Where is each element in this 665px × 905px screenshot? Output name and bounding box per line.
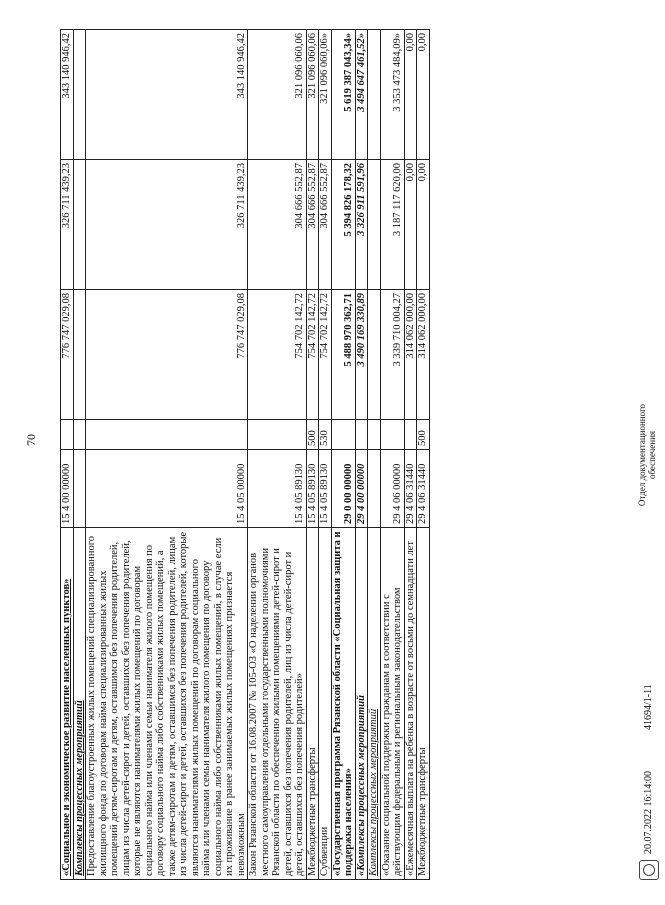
row-value-1: 314 062 000,00 xyxy=(404,290,417,420)
row-code: 15 4 05 89130 xyxy=(319,450,332,528)
table-row xyxy=(380,30,404,880)
row-vr: 530 xyxy=(319,420,332,450)
row-name: Предоставление благоустроенных жилых помещений специализированного жилищного фонда по договорам найма специализированных жилых помещений детям-сиротам и детям, оставшимся без попечения родителей, лицам из числа детей-сирот и детей, оставшихся без попечения родителей, которые не являются нанимателями жилых помещений по договорам социального найма или членами семьи нанимателя жилого помещения по договору социального найма либо собственниками жилых помещений, а также детям-сиротам и детям, оставшимся без попечения родителей, лицам из числа детей-сирот и детей, оставшихся без попечения родителей, которые являются нанимателями жилых помещений по договорам социального найма или членами семьи нанимателя жилого помещения по договору социального найма либо собственниками жилых помещений, в случае если их проживание в ранее занимаемых жилых помещениях признается невозможным xyxy=(86,528,248,880)
row-name: «Государственная программа Рязанской области «Социальная защита и поддержка населения» xyxy=(331,528,355,880)
row-value-1: 754 702 142,72 xyxy=(319,290,332,420)
row-value-2 xyxy=(73,160,86,290)
budget-table xyxy=(60,29,430,880)
row-value-3: 0,00 xyxy=(417,30,430,160)
row-value-2: 3 326 911 591,96 xyxy=(355,160,368,290)
row-code: 29 4 00 00000 xyxy=(355,450,368,528)
row-code xyxy=(73,450,86,528)
table-row xyxy=(319,30,332,880)
row-value-3: 321 096 060,06» xyxy=(319,30,332,160)
row-value-3: 343 140 946,42 xyxy=(86,30,248,160)
row-code: 29 0 00 00000 xyxy=(331,450,355,528)
row-code: 29 4 06 00000 xyxy=(380,450,404,528)
row-value-2: 0,00 xyxy=(404,160,417,290)
row-value-3: 321 096 060,06 xyxy=(306,30,319,160)
row-code: 15 4 05 89130 xyxy=(306,450,319,528)
row-value-3: 5 619 387 043,34» xyxy=(331,30,355,160)
row-code: 29 4 06 31440 xyxy=(417,450,430,528)
row-vr xyxy=(61,420,74,450)
table-row xyxy=(86,30,248,880)
table-row xyxy=(331,30,355,880)
row-name: Закон Рязанской области от 16.08.2007 № 105-ОЗ «О наделении органов местного самоуправления отдельными государственными полномочиями Рязанской области по обеспечению жилыми помещениями детей-сирот и детей, оставшихся без попечения родителей, лиц из числа детей-сирот и детей, оставшихся без попечения родителей» xyxy=(248,528,307,880)
row-value-2: 5 394 826 178,32 xyxy=(331,160,355,290)
row-name: «Комплексы процессных мероприятий xyxy=(355,528,368,880)
row-value-3: 0,00 xyxy=(404,30,417,160)
row-name: Межбюджетные трансферты xyxy=(306,528,319,880)
row-value-2: 326 711 439,23 xyxy=(61,160,74,290)
row-value-3: 3 494 647 461,52» xyxy=(355,30,368,160)
table-row xyxy=(368,30,381,880)
row-code: 29 4 06 31440 xyxy=(404,450,417,528)
row-code xyxy=(368,450,381,528)
row-vr xyxy=(380,420,404,450)
row-value-2: 3 187 117 620,00 xyxy=(380,160,404,290)
footer-timestamp: 20.07.2022 16:14:00 xyxy=(643,770,654,854)
footer-department: Отдел документационного обеспечения xyxy=(637,403,657,507)
row-name: Межбюджетные трансферты xyxy=(417,528,430,880)
row-name: Субвенции xyxy=(319,528,332,880)
table-row xyxy=(306,30,319,880)
row-name: «Оказание социальной поддержки гражданам в соответствии с действующим федеральным и региональным законодательством xyxy=(380,528,404,880)
page-number: 70 xyxy=(24,434,38,446)
row-value-1: 776 747 029,08 xyxy=(86,290,248,420)
row-value-1 xyxy=(73,290,86,420)
row-vr xyxy=(404,420,417,450)
table-row xyxy=(355,30,368,880)
row-value-1: 754 702 142,72 xyxy=(248,290,307,420)
row-vr: 500 xyxy=(306,420,319,450)
row-value-2: 304 666 552,87 xyxy=(248,160,307,290)
row-value-3: 343 140 946,42 xyxy=(61,30,74,160)
row-value-3: 321 096 060,06 xyxy=(248,30,307,160)
row-code: 15 4 05 89130 xyxy=(248,450,307,528)
row-value-2: 0,00 xyxy=(417,160,430,290)
row-value-1: 776 747 029,08 xyxy=(61,290,74,420)
row-value-1: 3 339 710 004,27 xyxy=(380,290,404,420)
row-value-3: 3 353 473 484,09» xyxy=(380,30,404,160)
row-vr xyxy=(368,420,381,450)
budget-table-body xyxy=(61,30,430,880)
row-vr xyxy=(355,420,368,450)
row-value-2: 304 666 552,87 xyxy=(319,160,332,290)
row-vr xyxy=(248,420,307,450)
row-vr xyxy=(73,420,86,450)
table-row xyxy=(404,30,417,880)
row-value-1: 314 062 000,00 xyxy=(417,290,430,420)
table-row xyxy=(73,30,86,880)
row-code: 15 4 00 00000 xyxy=(61,450,74,528)
row-value-1: 754 702 142,72 xyxy=(306,290,319,420)
row-name: Комплексы процессных мероприятий xyxy=(368,528,381,880)
row-vr xyxy=(86,420,248,450)
stamp-icon xyxy=(639,860,659,880)
row-value-2 xyxy=(368,160,381,290)
row-value-2: 326 711 439,23 xyxy=(86,160,248,290)
row-value-1: 3 490 169 330,89 xyxy=(355,290,368,420)
footer-doc-id: 41694/1-11 xyxy=(643,684,654,730)
table-row xyxy=(61,30,74,880)
row-vr xyxy=(331,420,355,450)
row-name: «Социальное и экономическое развитие населенных пунктов» xyxy=(61,528,74,880)
row-name: Комплексы процессных мероприятий xyxy=(73,528,86,880)
row-value-3 xyxy=(368,30,381,160)
row-value-2: 304 666 552,87 xyxy=(306,160,319,290)
row-value-3 xyxy=(73,30,86,160)
page-footer xyxy=(635,30,665,880)
table-row xyxy=(417,30,430,880)
rotated-page-content xyxy=(60,30,657,880)
row-code: 15 4 05 00000 xyxy=(86,450,248,528)
row-name: «Ежемесячная выплата на ребенка в возрасте от восьми до семнадцати лет xyxy=(404,528,417,880)
row-vr: 500 xyxy=(417,420,430,450)
row-value-1 xyxy=(368,290,381,420)
table-row xyxy=(248,30,307,880)
row-value-1: 5 488 970 362,71 xyxy=(331,290,355,420)
